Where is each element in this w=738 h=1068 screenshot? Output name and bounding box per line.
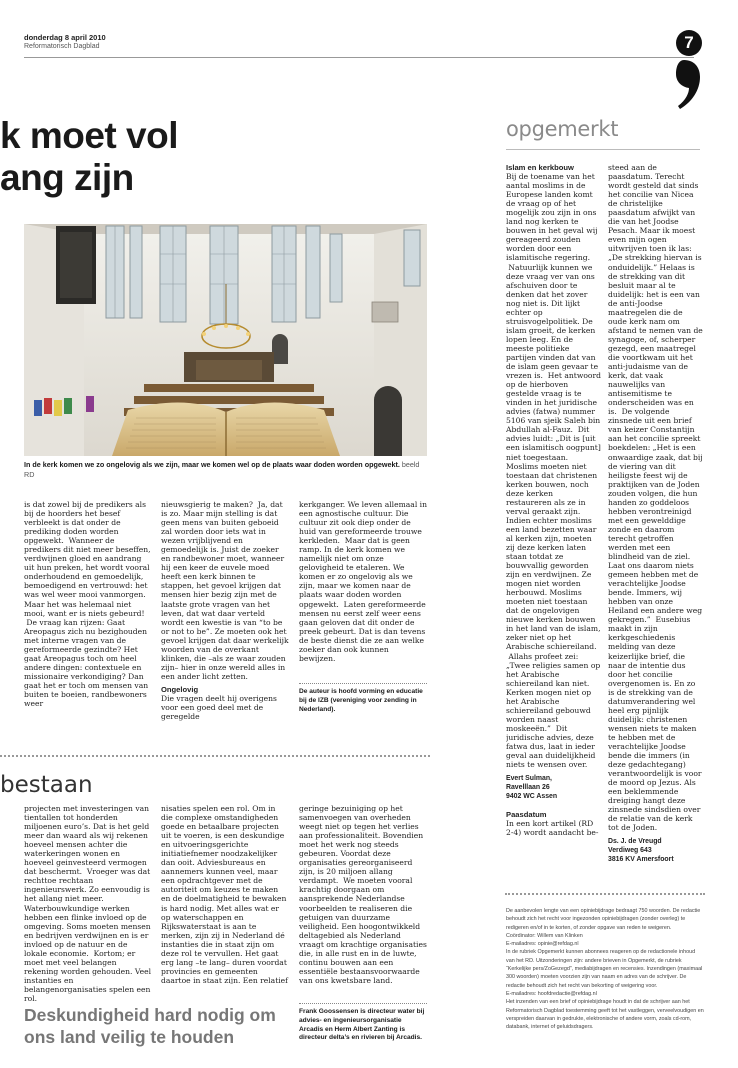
- letter1-signature: [506, 775, 601, 801]
- author-note-rule: [299, 683, 427, 684]
- article2-author-note: Frank Goossensen is directeur water bij advies- en ingenieursorganisatie Arcadis en Herm Albert Zanting is directeur delta’s en rivieren bij Arcadis.: [299, 1008, 425, 1042]
- letter2-heading: Paasdatum: [506, 809, 547, 819]
- article1-author-note: De auteur is hoofd vorming en educatie bij de IZB (vereniging voor zending in Nederland).: [299, 688, 423, 713]
- guideline-rights: Het inzenden van een brief of opiniebijdrage houdt in dat de schrijver aan het Reformatorisch Dagblad toestemming geeft tot het vastleggen, verveelvoudigen en verspreiden daarvan in gedrukte, elektronische of andere vorm, zoals cd-rom, databank, internet of geluidsdragers.: [506, 999, 704, 1031]
- church-interior-illustration: [24, 224, 427, 456]
- letter2-sig-name: Ds. J. de Vreugd: [608, 838, 662, 846]
- article1-col2-text: nieuwsgierig te maken? Ja, dat is zo. Maar mijn stelling is dat geen mens van buiten geboeid zal worden door iets wat in wezen vrijblijvend en gemoedelijk is. Juist de zoeker en randbewoner moet, wanneer hij een keer de euvele moed heeft een kerk binnen te stappen, het gevoel krijgen dat mensen hier bezig zijn met de laatste grote vragen van het leven, dat wat daar verteld wordt een kwestie is van “to be or not to be”. Ze moeten ook het gevoel krijgen dat daar werkelijk woorden van de overkant klinken, die –als ze waar zouden zijn– hier in onze wereld alles in een ander licht zetten.: [161, 500, 289, 681]
- article2-col2-text: nisaties spelen een rol. Om in die complexe omstandigheden goede en betaalbare projecten uit te voeren, is een deskundige en uitvoeringsgerichte initiatiefnemer noodzakelijker dan ooit. Adviesbureaus en aannemers kunnen veel, maar een opdrachtgever met de autoriteit om keuzes te maken en de doelmatigheid te bewaken is hard nodig. Met alles wat er op waterschappen en Rijkswaterstaat is aan te merken, zijn zij in Nederland dé instanties die in staat zijn om deze rol te vervullen. Het gaat erg lang –te lang– duren voordat provincies en gemeenten daartoe in staat zijn. Een relatief: [161, 804, 288, 984]
- letter1-sig-city: 9402 WC Assen: [506, 792, 558, 800]
- author-note-rule-2: [299, 1003, 427, 1004]
- letter1-sig-street: Ravelllaan 26: [506, 783, 550, 791]
- letter1-text: Bij de toename van het aantal moslims in de Europese landen komt de vraag op of het mogelijk zou zijn in ons land nog kerken te bouwen in het geval wij gereageerd zouden worden door een islamitische regering. Natuurlijk kunnen we deze vraag ver van ons afschuiven door te denken dat het zover nog niet is. Dit lijkt echter op struisvogelpolitiek. De islam groeit, de kerken lopen leeg. En de meeste politieke partijen vinden dat van de islam geen gevaar te vrezen is. Het antwoord op de hierboven gestelde vraag is te vinden in het juridische advies (fatwa) nummer 5106 van sjeik Saleh bin Abdullah al-Fauz. Dit advies luidt: „Dit is [uit een islamitisch oogpunt] niet toegestaan. Moslims moeten niet toestaan dat christenen kerken bouwen, noch deze kerken restaureren als ze in verval geraakt zijn. Indien echter moslims een land bezetten waar al kerken zijn, moeten zij deze kerken laten staan totdat ze bouwvallig geworden zijn en verdwijnen. Ze mogen niet worden herbouwd. Moslims moeten niet toestaan dat de ongelovigen nieuwe kerken bouwen in het land van de islam, zeker niet op het Arabische schiereiland. Allahs profeet zei: „Twee religies samen op het Arabische schiereiland kan niet. Kerken mogen niet op het Arabische schiereiland gebouwd worden naast moskeeën.” Dit juridische advies, deze fatwa dus, laat in ieder geval aan duidelijkheid niets te wensen over.: [506, 172, 601, 770]
- article1-subheading: Ongelovig: [161, 684, 199, 694]
- letter1-heading: Islam en kerkbouw: [506, 163, 574, 172]
- letters-column-1: [506, 163, 601, 903]
- issue-date: donderdag 8 april 2010: [24, 33, 106, 42]
- pull-quote: Deskundigheid hard nodig om ons land veilig te houden: [24, 1005, 276, 1047]
- article1-col3-text: kerkganger. We leven allemaal in een agnostische cultuur. Die cultuur zit ook diep onder de huid van gereformeerde trouwe kerkleden. Maar dat is geen ramp. In de kerk komen we namelijk niet om onze gelovigheid te etaleren. We komen er zo ongelovig als we zijn, maar we komen naar de plaats waar doden worden opgewekt. Laten gereformeerde mensen nu eerst zelf weer eens gaan geloven dat dit onder de preek gebeurt. Dat is dan tevens de beste dienst die ze aan welke zoeker dan ook kunnen bewijzen.: [299, 500, 427, 663]
- guideline-coordinator: Coördinator: Willem van Klinken: [506, 932, 583, 939]
- header-rule: [24, 57, 694, 58]
- article1-column-2: [161, 500, 289, 748]
- article1-col2-after: Die vragen deelt hij overigens voor een goed deel met de geregelde: [161, 693, 277, 722]
- letter2-text: steed aan de paasdatum. Terecht wordt gesteld dat sinds het concilie van Nicea de christelijke paasdatum afwijkt van die van het Joodse Pesach. Maar ik moest even mijn ogen uitwrijven toen ik las: „De strekking hiervan is onduidelijk.” Helaas is de strekking van dit besluit maar al te duidelijk: het is een van de anti-Joodse maatregelen die de oude kerk nam om afstand te nemen van de synagoge, of, scherper gezegd, een maatregel die voortkwam uit het anti-judaisme van de kerk, dat vaak nauwelijks van antisemitisme te onderscheiden was en is. De volgende zinsnede uit een brief van keizer Constantijn aan het concilie spreekt boekdelen: „Het is een onwaardige zaak, dat bij de viering van dit heiligste feest wij de praktijken van de Joden zouden volgen, die hun handen zo goddeloos hebben verontreinigd met een gewelddige zonde en daarom terecht getroffen werden met een blindheid van de ziel. Laat ons daarom niets gemeen hebben met de verachtelijke Joodse bende. Immers, wij hebben van onze Heiland een andere weg gekregen.” Eusebius maakt in zijn kerkgeschiedenis melding van deze keizerlijke brief, die naar de intentie dus door het concilie overgenomen is. En zo is de strekking van de datumverandering wel heel erg pijnlijk duidelijk: christenen wensen niets te maken te hebben met de verachtelijke Joodse bende die immers (in deze gedachtegang) verantwoordelijk is voor de moord op Jezus. Als een beklemmende dreiging hangt deze zinsnede sindsdien over de relatie van de kerk tot de Joden.: [608, 163, 703, 833]
- headline-line-1: k moet vol: [0, 115, 178, 156]
- article1-col1-text: is dat zowel bij de predikers als bij de hoorders het besef verbleekt is dat onder de prediking doden worden opgewekt. Wanneer de predikers dit niet meer beseffen, verdwijnen gloed en aandrang uit hun preken, het wordt vooral onderhoudend en gemoedelijk, bemoedigend en vertrouwd: het was wel weer mooi vanmorgen. Maar het was helemaal niet mooi, want er is niets gebeurd! De vraag kan rijzen: Gaat Areopagus zich nu bezighouden met interne vragen van de gereformeerde gezindte? Het gaat Areopagus toch om heel andere dingen: contextuele en missionaire verkondiging? Dan gaat het er toch om mensen van buiten te boeien, randbewoners weer: [24, 500, 151, 709]
- guideline-editorial-email: E-mailadres: hoofdredactie@refdag.nl: [506, 990, 597, 997]
- guideline-opinion-email: E-mailadres: opinie@refdag.nl: [506, 941, 579, 948]
- section-divider: [0, 755, 430, 757]
- photo-caption: [24, 460, 427, 479]
- article2-headline-fragment: bestaan: [0, 772, 93, 798]
- article1-column-1: [24, 500, 152, 748]
- church-interior-photo: [24, 224, 427, 456]
- letter2-signature: [608, 838, 703, 864]
- page-number: 7: [676, 30, 702, 56]
- article-headline: [0, 115, 260, 199]
- guideline-opgemerkt: In de rubriek Opgemerkt kunnen abonnees reageren op de redactionele inhoud van het RD. Uitzonderingen zijn: andere brieven in Opgemerkt, de rubriek “Kerkelijke pers/ZoGezegd”, mediabijdragen en recensies. Inzendingen (maximaal 300 woorden) moeten voorzien zijn van naam en adres van de schrijver. De redactie behoudt zich het recht van bekorting of weigering voor.: [506, 949, 703, 989]
- newspaper-name: Reformatorisch Dagblad: [24, 43, 100, 50]
- opgemerkt-rule: [506, 149, 700, 150]
- letter2-sig-street: Verdiweg 643: [608, 847, 652, 855]
- letters-column-2: [608, 163, 703, 903]
- photo-credit: beeld RD: [24, 460, 420, 479]
- caption-text: In de kerk komen we zo ongelovig als we zijn, maar we komen wel op de plaats waar doden worden opgewekt.: [24, 460, 400, 469]
- headline-line-2: ang zijn: [0, 157, 134, 198]
- letter2-text-start: In een kort artikel (RD 2-4) wordt aandacht be-: [506, 818, 599, 837]
- letter1-sig-name: Evert Sulman,: [506, 775, 552, 783]
- guideline-length: De aanbevolen lengte van een opiniebijdrage bedraagt 750 woorden. De redactie behoudt zich het recht voor ingezonden opiniebijdragen (zonder overleg) te redigeren en/of in te korten, of zonder opgave van reden te weigeren.: [506, 908, 701, 931]
- article2-col3-text: geringe bezuiniging op het samenvoegen van overheden weegt niet op tegen het verlies aan professionaliteit. Bovendien moet het werk nog steeds gebeuren. Voordat deze organisaties gereorganiseerd zijn, is 20 miljoen allang verdampt. We moeten vooral krachtig doorgaan om aansprekende Nederlandse voorbeelden te realiseren die getuigen van duurzame veiligheid. Een hoogontwikkeld deltagebied als Nederland vraagt om krachtige organisaties die, in alle rust en in de luwte, continu bouwen aan een essentiële bestaansvoorwaarde van ons kwetsbare land.: [299, 804, 427, 985]
- article1-column-3: [299, 500, 427, 668]
- article2-col1-text: projecten met investeringen van tientallen tot honderden miljoenen euro’s. Dat is het geld meer dan waard als wij rekenen hoeveel mensen achter die waterkeringen wonen en hoeveel geinvesteerd vermogen dat beschermt. Vroeger was dat rechttoe rechtaan ingenieurswerk. Zo eenvoudig is het allang niet meer. Waterbouwkundige werken hebben een flinke invloed op de omgeving. Soms moeten mensen en bedrijven verdwijnen en is er invloed op de natuur en de lokale economie. Kortom; er moet met veel belangen rekening worden gehouden. Veel instanties en belangenorganisaties spelen een rol.: [24, 804, 152, 1003]
- comma-logo-icon: [674, 60, 706, 110]
- letter2-sig-city: 3816 KV Amersfoort: [608, 856, 674, 864]
- fineprint-divider: [505, 893, 705, 895]
- article2-column-1: [24, 804, 152, 1012]
- submission-guidelines: [506, 907, 704, 1031]
- opgemerkt-title: opgemerkt: [506, 117, 619, 141]
- article2-column-3: [299, 804, 427, 996]
- article2-column-2: [161, 804, 289, 984]
